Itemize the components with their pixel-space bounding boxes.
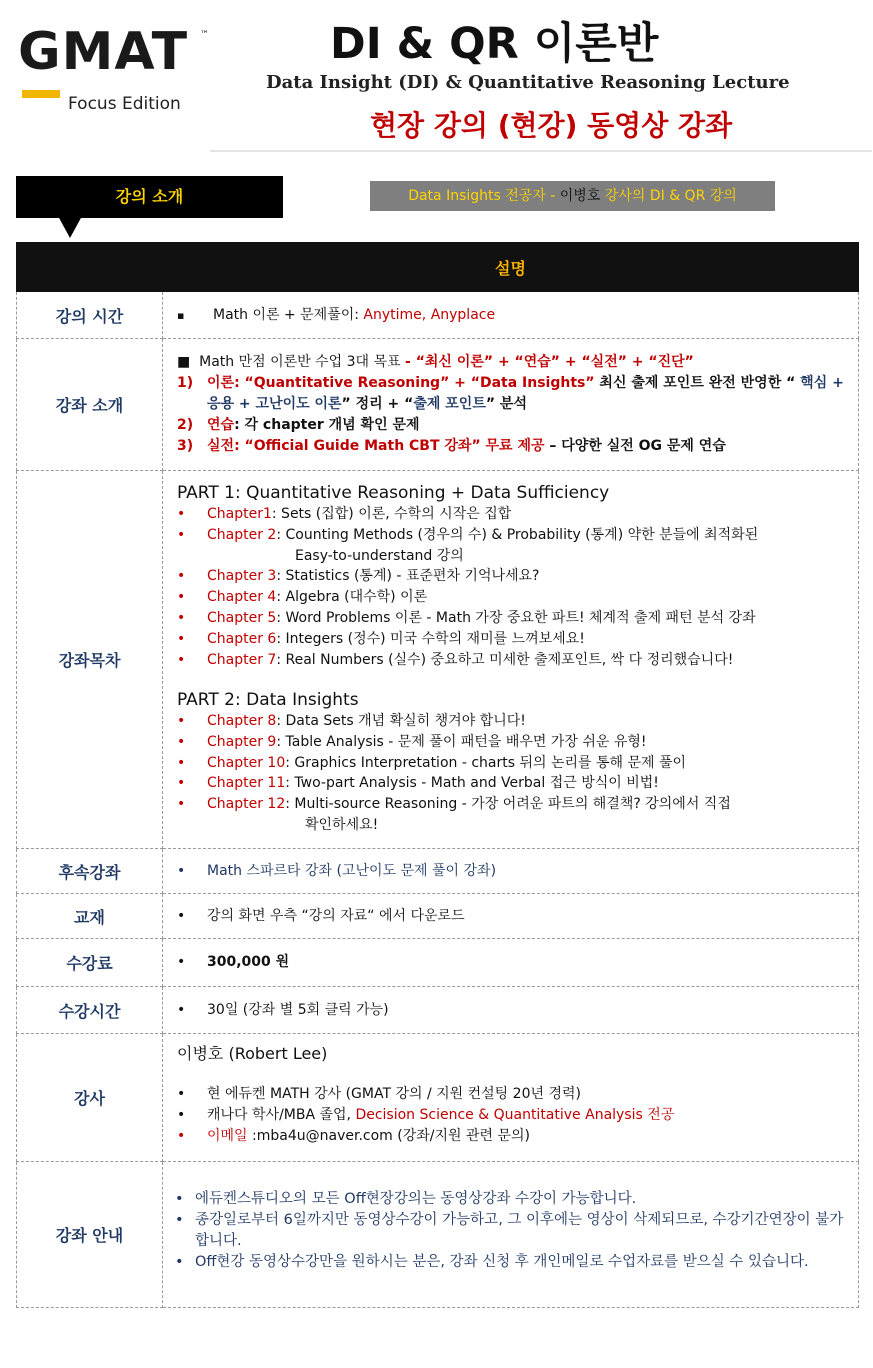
row-table-of-contents [17, 471, 859, 849]
chapter-number: Chapter 5 [207, 609, 277, 626]
chapter-number: Chapter 6 [207, 630, 277, 647]
bullet: • [177, 713, 186, 730]
list-item [177, 952, 848, 973]
banner-instructor: 이병호 [559, 188, 601, 204]
bullet: • [177, 526, 186, 543]
intro-tab: 강의 소개 [16, 176, 283, 218]
goal-line [177, 352, 848, 373]
item-text [207, 373, 848, 415]
email-text: :mba4u@naver.com (강좌/지원 관련 문의) [247, 1127, 530, 1144]
bullet: • [177, 630, 186, 647]
followup-text: Math 스파르타 강좌 (고난이도 문제 풀이 강좌) [207, 862, 497, 879]
bullet: • [175, 1211, 184, 1228]
header-divider [210, 150, 872, 152]
row-label: 수강료 [17, 939, 163, 987]
chapter-item [177, 566, 848, 587]
list-item [175, 1189, 848, 1210]
chapter-desc: : Statistics (통계) - 표준편차 기억나세요? [276, 568, 540, 585]
row-content [163, 849, 859, 894]
bullet: ▪ [177, 308, 185, 322]
chapter-desc-continued: 확인하세요! [305, 817, 379, 834]
row-lecture-time [17, 292, 859, 339]
list-item [177, 906, 848, 927]
bullet: • [177, 1127, 186, 1144]
logo-trademark: ™ [200, 30, 209, 40]
duration-text: 30일 (강좌 별 5회 클릭 가능) [207, 1001, 389, 1018]
textbook-text: 강의 화면 우측 “강의 자료“ 에서 다운로드 [207, 907, 465, 924]
bullet: • [177, 568, 186, 585]
chapter-number: Chapter 2 [207, 526, 277, 543]
guide-line3: Off현강 동영상수강만을 원하시는 분은, 강좌 신청 후 개인메일로 수업자료를 받으실 수 있습니다. [195, 1253, 809, 1270]
logo-word: GMAT [18, 22, 189, 82]
logo-accent-bar [22, 90, 60, 98]
chapter-desc: : Word Problems 이론 - Math 가장 중요한 파트! 체계적 출제 패턴 분석 강좌 [276, 609, 756, 626]
banner-part2: 강사의 DI & QR 강의 [600, 188, 737, 204]
bullet: • [177, 651, 186, 668]
chapter-item [177, 629, 848, 650]
chapter-number: Chapter 12 [207, 796, 286, 813]
bullet: • [177, 505, 186, 522]
chapter-text [207, 650, 733, 671]
item1-navy: 핵심 + 응용 + 고난이도 이론 [207, 375, 844, 412]
item-number: 2) [177, 417, 194, 433]
chapter-desc: : Data Sets 개념 확실히 챙겨야 합니다! [276, 713, 526, 730]
row-label: 후속강좌 [17, 849, 163, 894]
chapter-text [207, 504, 511, 525]
chapter-item [177, 773, 848, 794]
row-content [163, 894, 859, 939]
chapter-item [177, 732, 848, 753]
list-item [177, 415, 848, 436]
section-gap [177, 670, 848, 688]
item2-text: : 각 chapter 개념 확인 문제 [234, 417, 420, 433]
part1-title: PART 1: Quantitative Reasoning + Data Sufficiency [177, 483, 610, 504]
bullet: • [177, 733, 186, 750]
item3-text: – 다양한 실전 OG 문제 연습 [544, 438, 726, 454]
instructor-line2 [207, 1105, 674, 1126]
part1-chapter-list [177, 504, 848, 670]
row-followup-course [17, 849, 859, 894]
chapter-number: Chapter 8 [207, 713, 277, 730]
row-content [163, 1162, 859, 1308]
chapter-number: Chapter 7 [207, 651, 277, 668]
item-text [207, 436, 726, 457]
item-number: 1) [177, 375, 194, 391]
item-text [207, 305, 495, 326]
bullet: • [175, 1253, 184, 1270]
row-fee [17, 939, 859, 987]
row-label: 교재 [17, 894, 163, 939]
list-item [177, 1000, 848, 1021]
row-label: 강좌목차 [17, 471, 163, 849]
row-course-intro [17, 339, 859, 471]
row-instructor [17, 1034, 859, 1162]
bullet: • [177, 1085, 186, 1102]
chapter-desc: : Sets (집합) 이론, 수학의 시작은 집합 [271, 505, 512, 522]
list-item [175, 1210, 848, 1252]
row-content [163, 471, 859, 849]
goal-text-red: - “최신 이론” + “연습” + “실전” + “진단” [405, 354, 694, 370]
chapter-text [207, 794, 731, 815]
chapter-text [207, 753, 686, 774]
row-label: 강좌 안내 [17, 1162, 163, 1308]
chapter-text [207, 629, 585, 650]
time-text: Math 이론 + 문제풀이: [213, 306, 364, 323]
chapter-number: Chapter 4 [207, 589, 277, 606]
chapter-desc: : Multi-source Reasoning - 가장 어려운 파트의 해결책? 강의에서 직접 [285, 796, 731, 813]
intro-tab-pointer [58, 216, 82, 238]
row-label: 강좌 소개 [17, 339, 163, 471]
list-item [177, 1126, 848, 1147]
part2-title: PART 2: Data Insights [177, 690, 359, 711]
table-header-empty [17, 243, 163, 292]
item3-red: : “Official Guide Math CBT 강좌” 무료 제공 [234, 438, 545, 454]
item1-text3: ” 분석 [485, 396, 527, 412]
row-textbook [17, 894, 859, 939]
bullet: • [177, 954, 186, 970]
page-subtitle: Data Insight (DI) & Quantitative Reasoning Lecture [266, 72, 790, 93]
item1-red: : “Quantitative Reasoning” + “Data Insights” [234, 375, 595, 391]
chapter-text [207, 773, 659, 794]
guide-line2: 종강일로부터 6일까지만 동영상수강이 가능하고, 그 이후에는 영상이 삭제되므로, 수강기간연장이 불가합니다. [195, 1211, 844, 1249]
instructor-banner [370, 181, 775, 211]
email-label: 이메일 [207, 1127, 248, 1144]
fee-text: 300,000 원 [207, 954, 290, 970]
banner-part1: Data Insights 전공자 - [408, 188, 560, 204]
row-duration [17, 987, 859, 1034]
chapter-text [207, 587, 427, 608]
instructor-name: 이병호 (Robert Lee) [177, 1043, 328, 1063]
chapter-desc: : Two-part Analysis - Math and Verbal 접근 방식이 비법! [285, 775, 659, 792]
row-content [163, 987, 859, 1034]
row-content [163, 939, 859, 987]
page-tagline: 현장 강의 (현강) 동영상 강좌 [370, 109, 733, 142]
part2-chapter-list [177, 711, 848, 836]
instructor-line2-red: Decision Science & Quantitative Analysis 전공 [355, 1106, 675, 1123]
chapter-number: Chapter 3 [207, 568, 277, 585]
logo-edition: Focus Edition [68, 94, 181, 114]
row-content [163, 292, 859, 339]
gmat-logo [18, 22, 218, 126]
chapter-item [177, 711, 848, 732]
chapter-number: Chapter 9 [207, 733, 277, 750]
item3-label: 실전 [207, 438, 235, 454]
chapter-item [177, 587, 848, 608]
item-text [207, 415, 420, 436]
list-item [177, 1084, 848, 1105]
row-label: 수강시간 [17, 987, 163, 1034]
chapter-item [177, 794, 848, 815]
chapter-desc: : Table Analysis - 문제 풀이 패턴을 배우면 가장 쉬운 유형! [276, 733, 647, 750]
bullet: • [177, 589, 186, 606]
bullet: • [177, 1106, 186, 1123]
chapter-item [177, 608, 848, 629]
goal-text: Math 만점 이론반 수업 3대 목표 [199, 354, 406, 370]
list-item [177, 305, 848, 326]
course-table [16, 242, 859, 1308]
chapter-item [177, 504, 848, 525]
chapter-text [207, 525, 758, 546]
row-label: 강사 [17, 1034, 163, 1162]
goal-bullet: ■ [177, 354, 191, 370]
list-item [177, 1105, 848, 1126]
chapter-item [177, 525, 848, 546]
bullet: • [177, 609, 186, 626]
chapter-desc: : Algebra (대수학) 이론 [276, 589, 428, 606]
bullet: • [177, 862, 186, 879]
list-item [175, 1252, 848, 1273]
item-number: 3) [177, 438, 194, 454]
list-item [177, 436, 848, 457]
row-content [163, 339, 859, 471]
chapter-desc: : Counting Methods (경우의 수) & Probability (통계) 약한 분들에 최적화된 [276, 526, 759, 543]
chapter-desc-continued: Easy-to-understand 강의 [295, 547, 464, 564]
chapter-item [177, 650, 848, 671]
time-text-red: Anytime, Anyplace [363, 306, 496, 323]
chapter-desc: : Graphics Interpretation - charts 뒤의 논리를 통해 문제 풀이 [285, 754, 687, 771]
table-header-title: 설명 [163, 243, 859, 292]
row-content [163, 1034, 859, 1162]
chapter-text [207, 566, 539, 587]
chapter-number: Chapter 10 [207, 754, 286, 771]
chapter-desc: : Integers (정수) 미국 수학의 재미를 느껴보세요! [276, 630, 585, 647]
page-title: DI & QR 이론반 [330, 19, 659, 69]
bullet: • [177, 1001, 186, 1018]
guide-line1: 에듀켄스튜디오의 모든 Off현장강의는 동영상강좌 수강이 가능합니다. [195, 1190, 637, 1207]
bullet: • [177, 907, 186, 924]
chapter-text [207, 711, 526, 732]
list-item [177, 373, 848, 415]
row-label: 강의 시간 [17, 292, 163, 339]
table-header-row [17, 243, 859, 292]
bullet: • [175, 1190, 184, 1207]
chapter-text [207, 608, 756, 629]
item1-navy2: 출제 포인트 [413, 396, 486, 412]
chapter-item [177, 753, 848, 774]
chapter-text [207, 732, 647, 753]
bullet: • [177, 775, 186, 792]
chapter-number: Chapter 11 [207, 775, 286, 792]
chapter-desc: : Real Numbers (실수) 중요하고 미세한 출제포인트, 싹 다 정리했습니다! [276, 651, 734, 668]
instructor-line2-text: 캐나다 학사/MBA 졸업, [207, 1106, 356, 1123]
item1-text: 최신 출제 포인트 완전 반영한 “ [594, 375, 801, 391]
bullet: • [177, 754, 186, 771]
bullet: • [177, 796, 186, 813]
item1-text2: ” 정리 + “ [341, 396, 414, 412]
chapter-number: Chapter1 [207, 505, 272, 522]
instructor-line1: 현 에듀켄 MATH 강사 (GMAT 강의 / 지원 컨설팅 20년 경력) [207, 1085, 581, 1102]
item1-label: 이론 [207, 375, 235, 391]
item2-label: 연습 [207, 417, 235, 433]
instructor-line3 [207, 1126, 530, 1147]
row-course-guide [17, 1162, 859, 1308]
list-item [177, 861, 848, 882]
